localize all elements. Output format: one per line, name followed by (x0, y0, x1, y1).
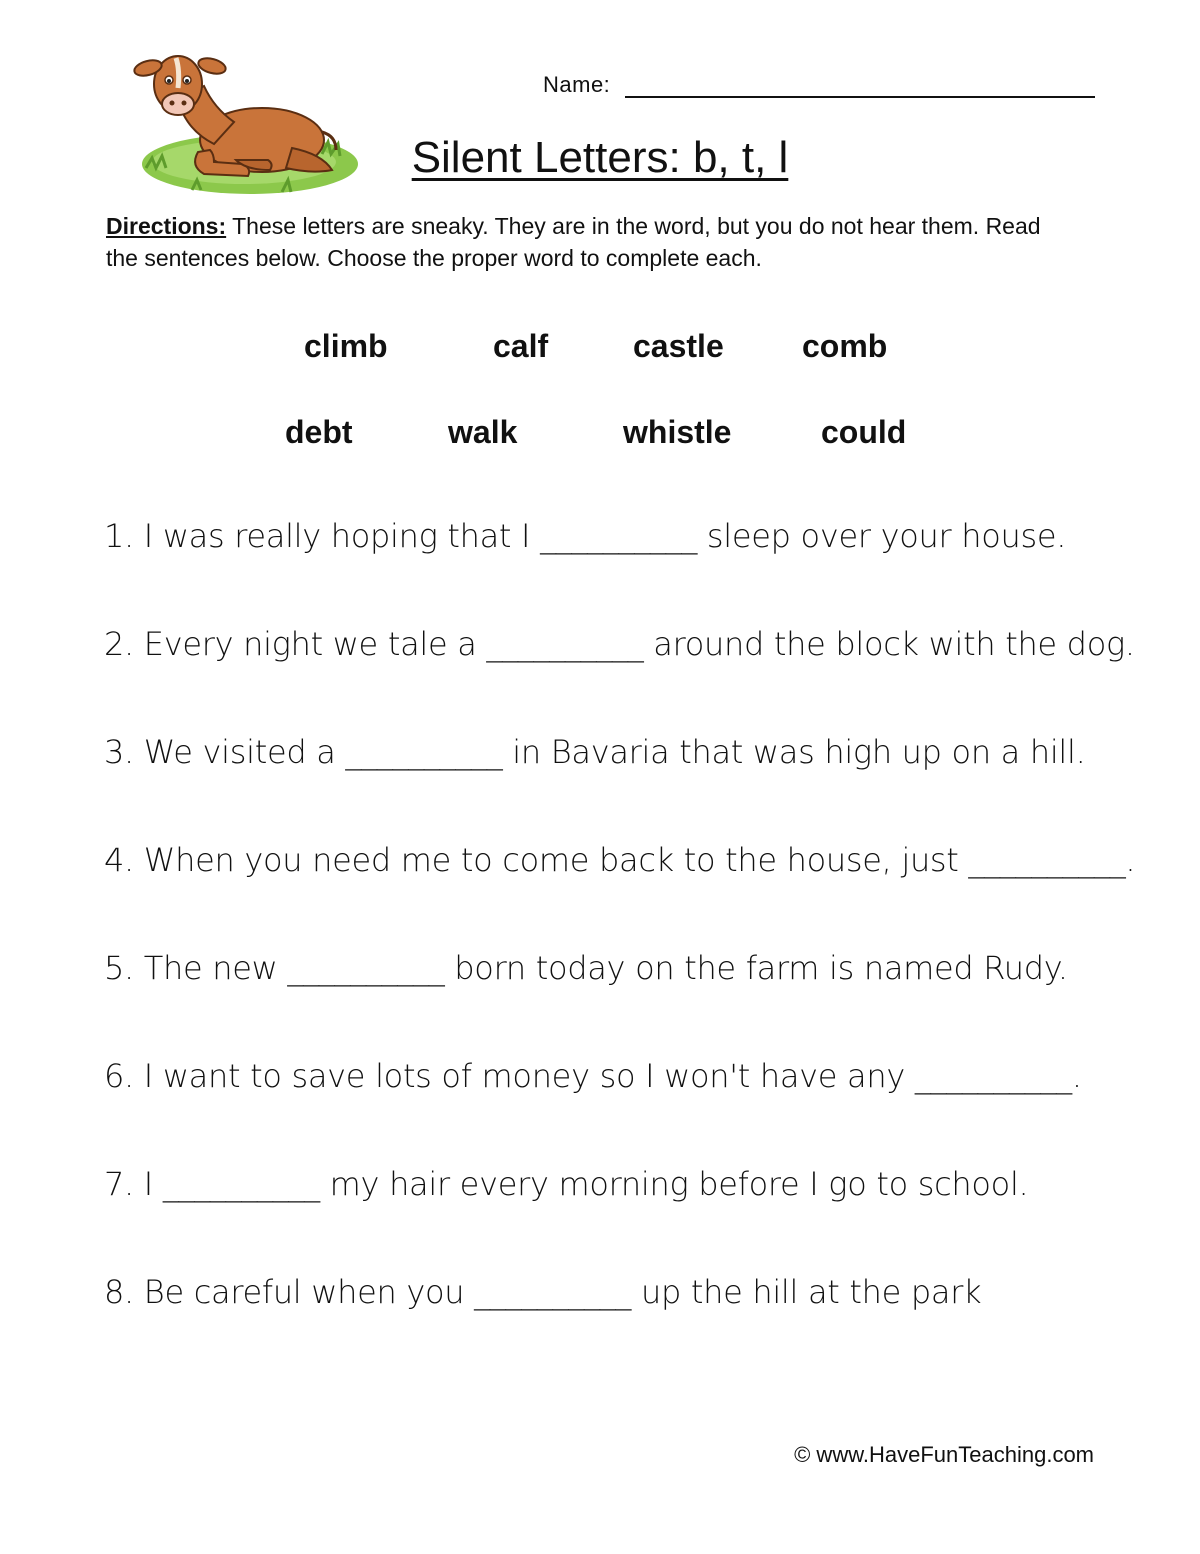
footer-copyright: © www.HaveFunTeaching.com (794, 1442, 1094, 1467)
directions (106, 210, 1066, 274)
sentence-item[interactable]: 3. We visited a __________ in Bavaria that was high up on a hill. (104, 733, 1086, 771)
name-label: Name: (543, 72, 611, 97)
sentence-item[interactable]: 4. When you need me to come back to the house, just __________. (104, 841, 1136, 879)
word-bank-item: castle (633, 328, 724, 364)
word-bank-item: debt (285, 414, 353, 450)
sentence-item[interactable]: 6. I want to save lots of money so I won't have any __________. (104, 1057, 1082, 1095)
word-bank-item: climb (304, 328, 388, 364)
word-bank-item: comb (802, 328, 888, 364)
directions-text: These letters are sneaky. They are in the word, but you do not hear them. Read the sentences below. Choose the proper word to complete each. (106, 213, 1041, 271)
word-bank-item: whistle (623, 414, 732, 450)
word-bank-item: could (821, 414, 907, 450)
name-line[interactable] (625, 96, 1095, 98)
sentence-item[interactable]: 1. I was really hoping that I __________ sleep over your house. (104, 517, 1067, 555)
word-bank-item: calf (493, 328, 549, 364)
sentence-item[interactable]: 2. Every night we tale a __________ around the block with the dog. (104, 625, 1135, 663)
sentence-item[interactable]: 7. I __________ my hair every morning before I go to school. (104, 1165, 1029, 1203)
sentence-item[interactable]: 8. Be careful when you __________ up the hill at the park (104, 1273, 982, 1311)
name-field[interactable] (543, 72, 1095, 102)
page-title: Silent Letters: b, t, l (411, 133, 789, 182)
sentence-item[interactable]: 5. The new __________ born today on the farm is named Rudy. (104, 949, 1068, 987)
directions-label: Directions: (106, 213, 227, 239)
word-bank-item: walk (448, 414, 518, 450)
